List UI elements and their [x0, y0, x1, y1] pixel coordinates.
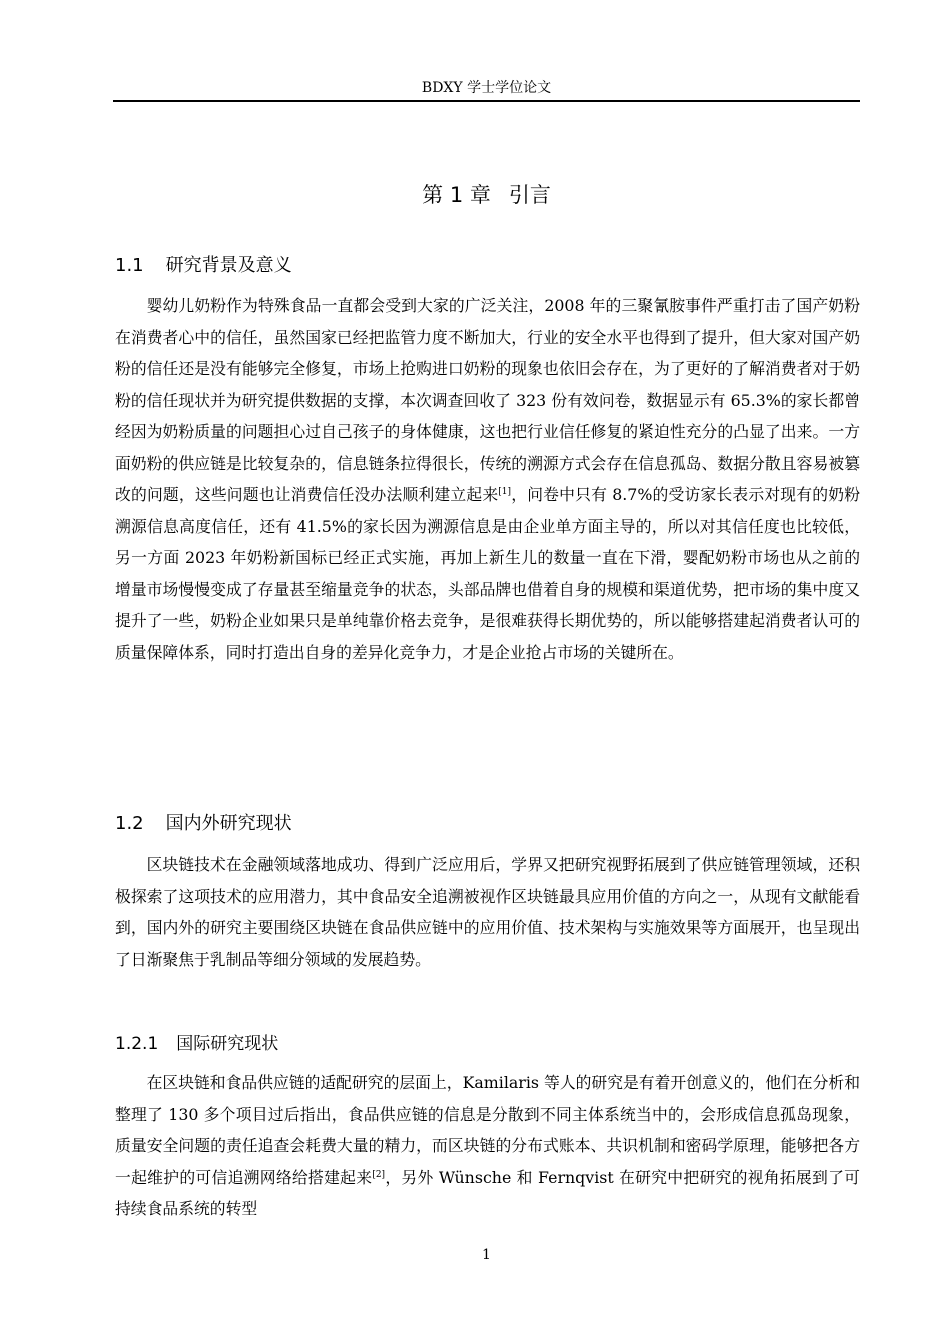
citation-marker: [2]	[372, 1169, 386, 1180]
section-number: 1.1	[115, 255, 144, 276]
section-title: 国内外研究现状	[165, 813, 292, 834]
subsection-title: 国际研究现状	[176, 1034, 279, 1054]
paragraph-text: ，另外 Wünsche 和 Fernqvist 在研究中把研究的视角拓展到了可持续食品系统的转型	[115, 1167, 860, 1218]
page-number: 1	[482, 1247, 491, 1263]
subsection-number: 1.2.1	[115, 1034, 159, 1054]
section-heading-1-1	[115, 253, 292, 279]
paragraph-text: ，问卷中只有 8.7%的受访家长表示对现有的奶粉溯源信息高度信任，还有 41.5%的家长因为溯源信息是由企业单方面主导的，所以对其信任度也比较低，另一方面 2023 年奶粉新国标已经正式实施，再加上新生儿的数量一直在下滑，婴配奶粉市场也从之前的增量市场慢慢变成了存量甚至缩量竞争的状态，头部品牌也借着自身的规模和渠道优势，把市场的集中度又提升了一些，奶粉企业如果只是单纯靠价格去竞争，是很难获得长期优势的，所以能够搭建起消费者认可的质量保障体系，同时打造出自身的差异化竞争力，才是企业抢占市场的关键所在。	[115, 485, 860, 662]
chapter-title	[113, 180, 860, 210]
section-title: 研究背景及意义	[165, 255, 292, 276]
paragraph-text: 婴幼儿奶粉作为特殊食品一直都会受到大家的广泛关注，2008 年的三聚氰胺事件严重打击了国产奶粉在消费者心中的信任，虽然国家已经把监管力度不断加大，行业的安全水平也得到了提升，但大家对国产奶粉的信任还是没有能够完全修复，市场上抢购进口奶粉的现象也依旧会存在，为了更好的了解消费者对于奶粉的信任现状并为研究提供数据的支撑，本次调查回收了 323 份有效问卷，数据显示有 65.3%的家长都曾经因为奶粉质量的问题担心过自己孩子的身体健康，这也把行业信任修复的紧迫性充分的凸显了出来。一方面奶粉的供应链是比较复杂的，信息链条拉得很长，传统的溯源方式会存在信息孤岛、数据分散且容易被篡改的问题，这些问题也让消费信任没办法顺利建立起来	[115, 296, 860, 504]
paragraph-research-status: 区块链技术在金融领域落地成功、得到广泛应用后，学界又把研究视野拓展到了供应链管理领域，还积极探索了这项技术的应用潜力，其中食品安全追溯被视作区块链最具应用价值的方向之一，从现有文献能看到，国内外的研究主要围绕区块链在食品供应链中的应用价值、技术架构与实施效果等方面展开，也呈现出了日渐聚焦于乳制品等细分领域的发展趋势。	[115, 855, 860, 969]
subsection-heading-1-2-1	[115, 1032, 278, 1056]
paragraph-text: 在区块链和食品供应链的适配研究的层面上，Kamilaris 等人的研究是有着开创意义的，他们在分析和整理了 130 多个项目过后指出，食品供应链的信息是分散到不同主体系统当中的，会形成信息孤岛现象，质量安全问题的责任追查会耗费大量的精力，而区块链的分布式账本、共识机制和密码学原理，能够把各方一起维护的可信追溯网络给搭建起来	[115, 1073, 860, 1187]
running-header: BDXY 学士学位论文	[421, 80, 552, 96]
paragraph-background	[115, 290, 860, 668]
header-rule	[113, 100, 860, 102]
chapter-number: 第 1 章	[422, 183, 491, 207]
section-heading-1-2	[115, 811, 292, 837]
paragraph-international-status	[115, 1067, 860, 1225]
citation-marker: [1]	[498, 487, 512, 497]
chapter-title-text: 引言	[508, 183, 551, 207]
section-number: 1.2	[115, 813, 144, 834]
